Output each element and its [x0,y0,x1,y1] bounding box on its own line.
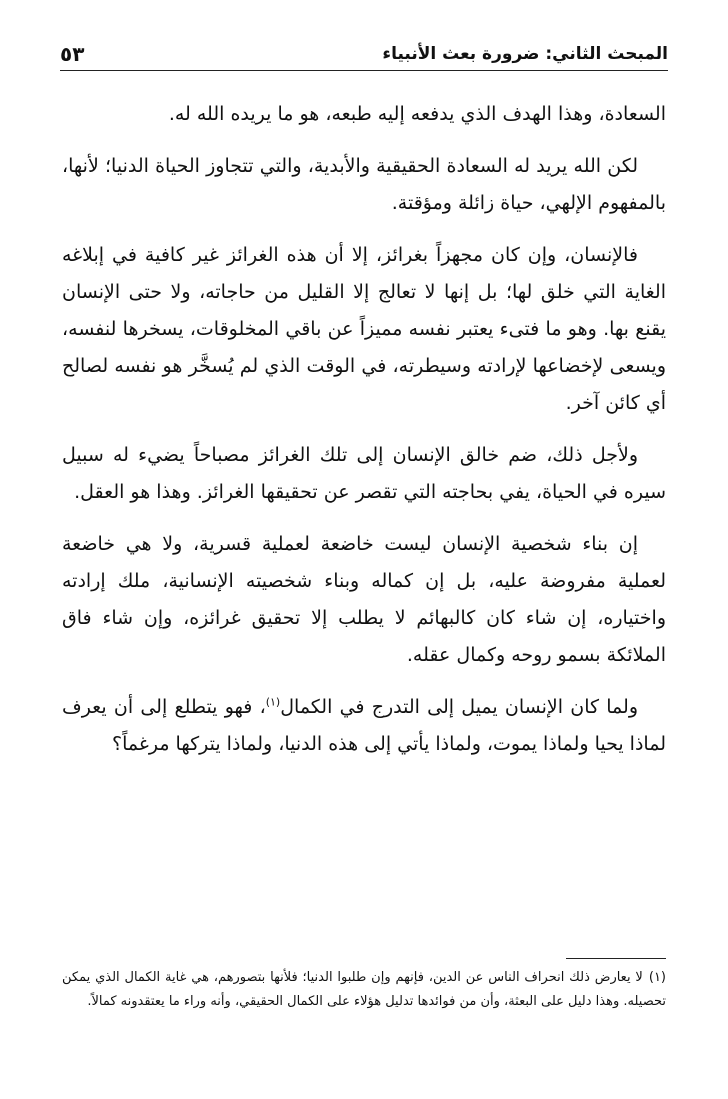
paragraph-5: إن بناء شخصية الإنسان ليست خاضعة لعملية قسرية، ولا هي خاضعة لعملية مفروضة عليه، بل إن كماله وبناء شخصيته الإنسانية، ملك إرادته واختياره، إن شاء كان كالبهائم لا يطلب إلا تحقيق غرائزه، وإن شاء فاق الملائكة بسمو روحه وكمال عقله. [62,533,666,666]
paragraph-1: السعادة، وهذا الهدف الذي يدفعه إليه طبعه، هو ما يريده الله له. [168,103,666,125]
running-header [60,34,668,66]
footnote-rule [566,958,666,959]
footnote [62,966,666,1014]
footnote-reference[interactable]: (١) [265,695,281,709]
running-title: المبحث الثاني: ضرورة بعث الأنبياء [382,44,668,64]
paragraph-6-end: ، فهو يتطلع إلى أن يعرف لماذا يحيا ولماذا يموت، ولماذا يأتي إلى هذه الدنيا، ولماذا يتركها مرغماً؟ [62,696,666,755]
page-number: ٥٣ [60,42,85,66]
paragraph-2: لكن الله يريد له السعادة الحقيقية والأبدية، والتي تتجاوز الحياة الدنيا؛ لأنها، بالمفهوم الإلهي، حياة زائلة ومؤقتة. [62,155,666,214]
footnote-marker: (١) [648,970,666,985]
footnote-text: لا يعارض ذلك انحراف الناس عن الدين، فإنهم وإن طلبوا الدنيا؛ فلأنها بتصورهم، هي غاية الكمال الذي يمكن تحصيله. وهذا دليل على البعثة، وأن من فوائدها تدليل هؤلاء على الكمال الحقيقي، وأنه وراء ما يعتقدونه كمالاً. [62,970,666,1009]
paragraph-6 [62,689,666,763]
paragraph-3: فالإنسان، وإن كان مجهزاً بغرائز، إلا أن هذه الغرائز غير كافية في إبلاغه الغاية التي خلق لها؛ بل إنها لا تعالج إلا القليل من حاجاته، ولا حتى الإنسان يقنع بها. وهو ما فتىء يعتبر نفسه مميزاً عن باقي المخلوقات، يسخرها لنفسه، ويسعى لإخضاعها لإرادته وسيطرته، في الوقت الذي لم يُسخَّر هو نفسه لصالح أي كائن آخر. [62,244,666,414]
body-text [62,96,666,778]
header-rule [60,70,668,71]
paragraph-4: ولأجل ذلك، ضم خالق الإنسان إلى تلك الغرائز مصباحاً يضيء له سبيل سيره في الحياة، يفي بحاجته التي تقصر عن تحقيقها الغرائز. وهذا هو العقل. [62,444,666,503]
paragraph-6-start: ولما كان الإنسان يميل إلى التدرج في الكمال [280,696,638,718]
